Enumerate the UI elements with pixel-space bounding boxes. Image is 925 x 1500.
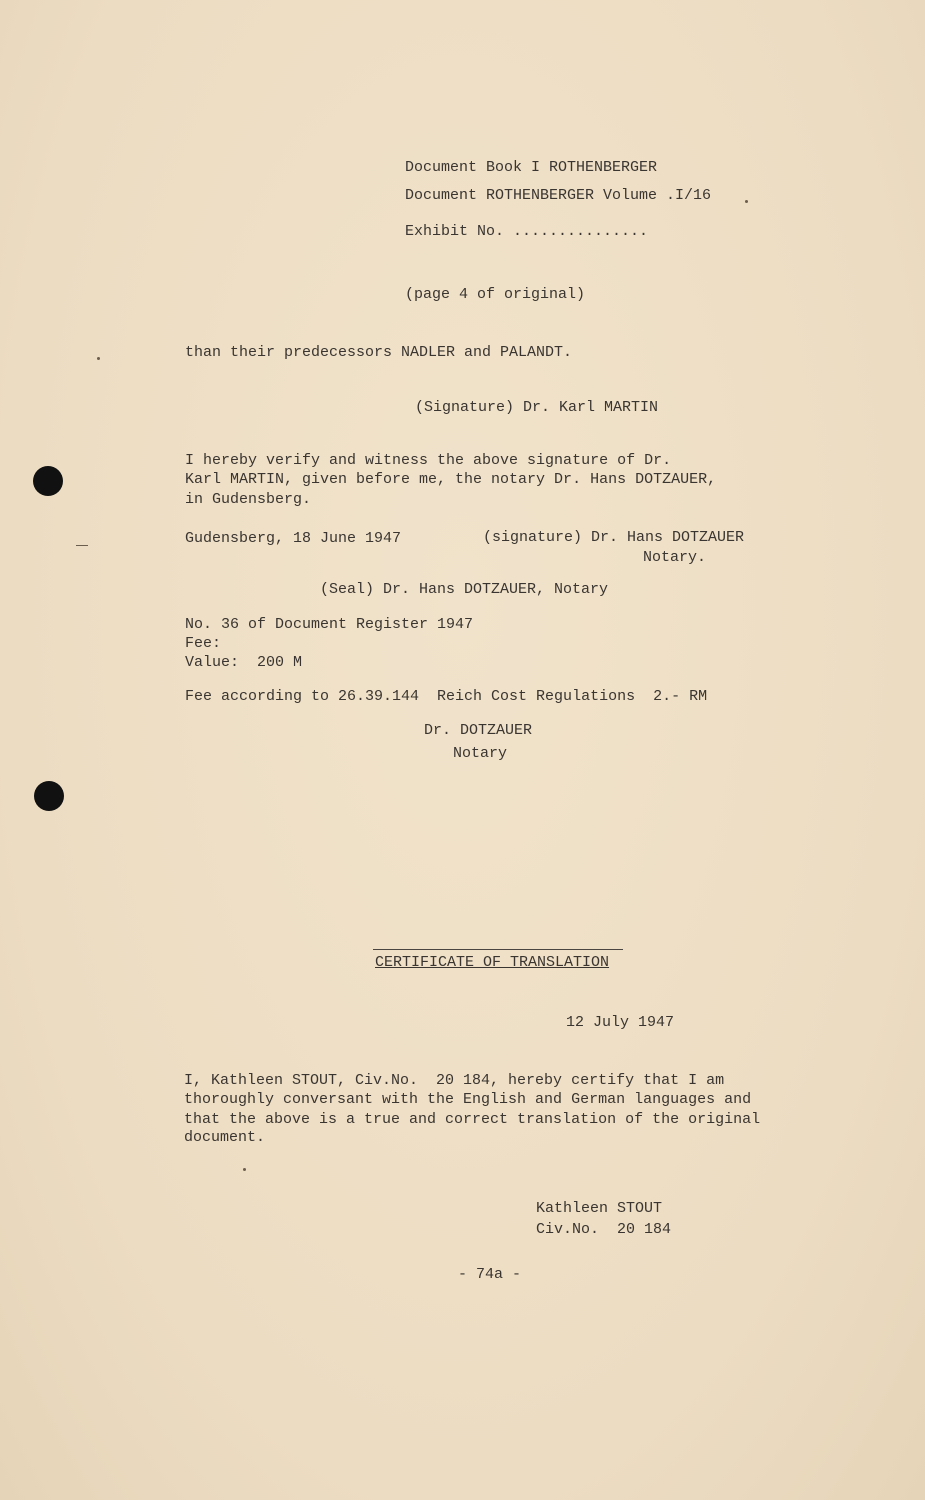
place-date-line: Gudensberg, 18 June 1947 — [185, 530, 402, 547]
seal-line: (Seal) Dr. Hans DOTZAUER, Notary — [320, 581, 609, 598]
page-of-original-note: (page 4 of original) — [405, 286, 586, 303]
page-number: - 74a - — [458, 1266, 522, 1283]
punch-hole-bottom — [34, 781, 64, 811]
speck-mark — [243, 1168, 246, 1171]
fee-according-line: Fee according to 26.39.144 Reich Cost Regulations 2.- RM — [185, 688, 708, 705]
margin-dash-mark — [76, 545, 88, 546]
certificate-text-3: that the above is a true and correct translation of the original — [184, 1111, 761, 1128]
fee-line: Fee: — [185, 635, 222, 652]
document-volume-line: Document ROTHENBERGER Volume .I/16 — [405, 187, 712, 204]
certificate-overline — [373, 949, 623, 950]
body-line-predecessors: than their predecessors NADLER and PALANDT. — [185, 344, 573, 361]
certificate-date: 12 July 1947 — [566, 1014, 675, 1031]
certificate-text-1: I, Kathleen STOUT, Civ.No. 20 184, hereby certify that I am — [184, 1072, 725, 1089]
notary-title-2: Notary — [453, 745, 508, 762]
punch-hole-top — [33, 466, 63, 496]
notary-title-1: Notary. — [643, 549, 707, 566]
register-line: No. 36 of Document Register 1947 — [185, 616, 474, 633]
certificate-text-2: thoroughly conversant with the English and German languages and — [184, 1091, 752, 1108]
speck-mark — [97, 357, 100, 360]
speck-mark — [745, 200, 748, 203]
signature-hans-dotzauer: (signature) Dr. Hans DOTZAUER — [483, 529, 745, 546]
translator-name: Kathleen STOUT — [536, 1200, 663, 1217]
value-line: Value: 200 M — [185, 654, 303, 671]
certificate-text-4: document. — [184, 1129, 266, 1146]
signature-karl-martin: (Signature) Dr. Karl MARTIN — [415, 399, 659, 416]
verify-line-3: in Gudensberg. — [185, 491, 312, 508]
verify-line-2: Karl MARTIN, given before me, the notary Dr. Hans DOTZAUER, — [185, 471, 717, 488]
verify-line-1: I hereby verify and witness the above signature of Dr. — [185, 452, 672, 469]
dr-dotzauer-line: Dr. DOTZAUER — [424, 722, 533, 739]
certificate-title: CERTIFICATE OF TRANSLATION — [375, 954, 610, 971]
exhibit-line: Exhibit No. ............... — [405, 223, 649, 240]
translator-civ-no: Civ.No. 20 184 — [536, 1221, 672, 1238]
document-book-line: Document Book I ROTHENBERGER — [405, 159, 658, 176]
